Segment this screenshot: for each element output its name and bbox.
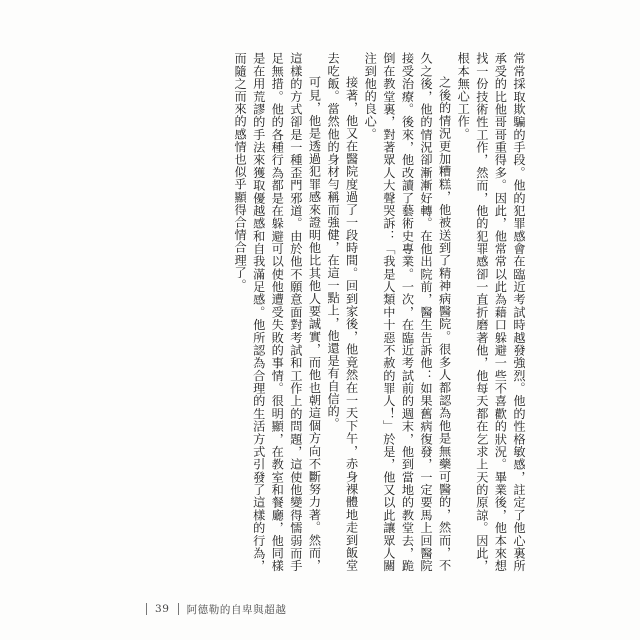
page-footer bbox=[138, 601, 286, 617]
footer-divider-right bbox=[178, 603, 179, 615]
paragraph-4: 可見，他是透過犯罪感來證明他比其他人要誠實，而他也朝這個方向不斷努力著。然而，這樣的方式卻是一種歪門邪道。由於他不願意面對考試和工作上的問題，這使他變得懦弱而手足無措。他的各種行為都是在躲避可以使他遭受失敗的事情。很明顯，在教室和餐廳，他同樣是在用荒謬的手法來獲取優越感和自我滿足感。他所認為合理的生活方式引發了這樣的行為，而隨之而來的感情也似乎顯得合情合理了。 bbox=[233, 52, 322, 572]
running-title: 阿德勒的自卑與超越 bbox=[186, 603, 287, 616]
paragraph-1: 常常採取欺騙的手段。他的犯罪感會在臨近考試時越發強烈。他的性格敏感，註定了他心裏所承受的比他哥哥重得多。因此，他常常以此為藉口躲避一些不喜歡的狀況。畢業後，他本來想找一份技術性工作，然而，他的犯罪感卻一直折磨著他，他每天都在乞求上天的原諒。因此，根本無心工作。 bbox=[456, 52, 526, 572]
page-number: 39 bbox=[155, 603, 170, 615]
paragraph-2: 之後的情況更加糟糕，他被送到了精神病醫院。很多人都認為他是無藥可醫的，然而，不久之後，他的情況卻漸漸好轉。在他出院前，醫生告訴他：如果舊病復發，一定要馬上回醫院接受治療。後來，他改讀了藝術史專業。一次，在臨近考試前的週末，他到當地的教堂去，跪倒在教堂裏，對著眾人大聲哭訴：「我是人類中十惡不赦的罪人！」於是，他又以此讓眾人關注到他的良心。 bbox=[363, 52, 452, 572]
vertical-text-body bbox=[108, 52, 528, 572]
paragraph-3: 接著，他又在醫院度過了一段時間。回到家後，他竟然在一天下午，赤身裸體地走到飯堂去吃飯。當然他的身材勻稱而強健，在這一點上，他還是有自信的。 bbox=[326, 52, 359, 572]
footer-divider-left bbox=[146, 603, 147, 615]
